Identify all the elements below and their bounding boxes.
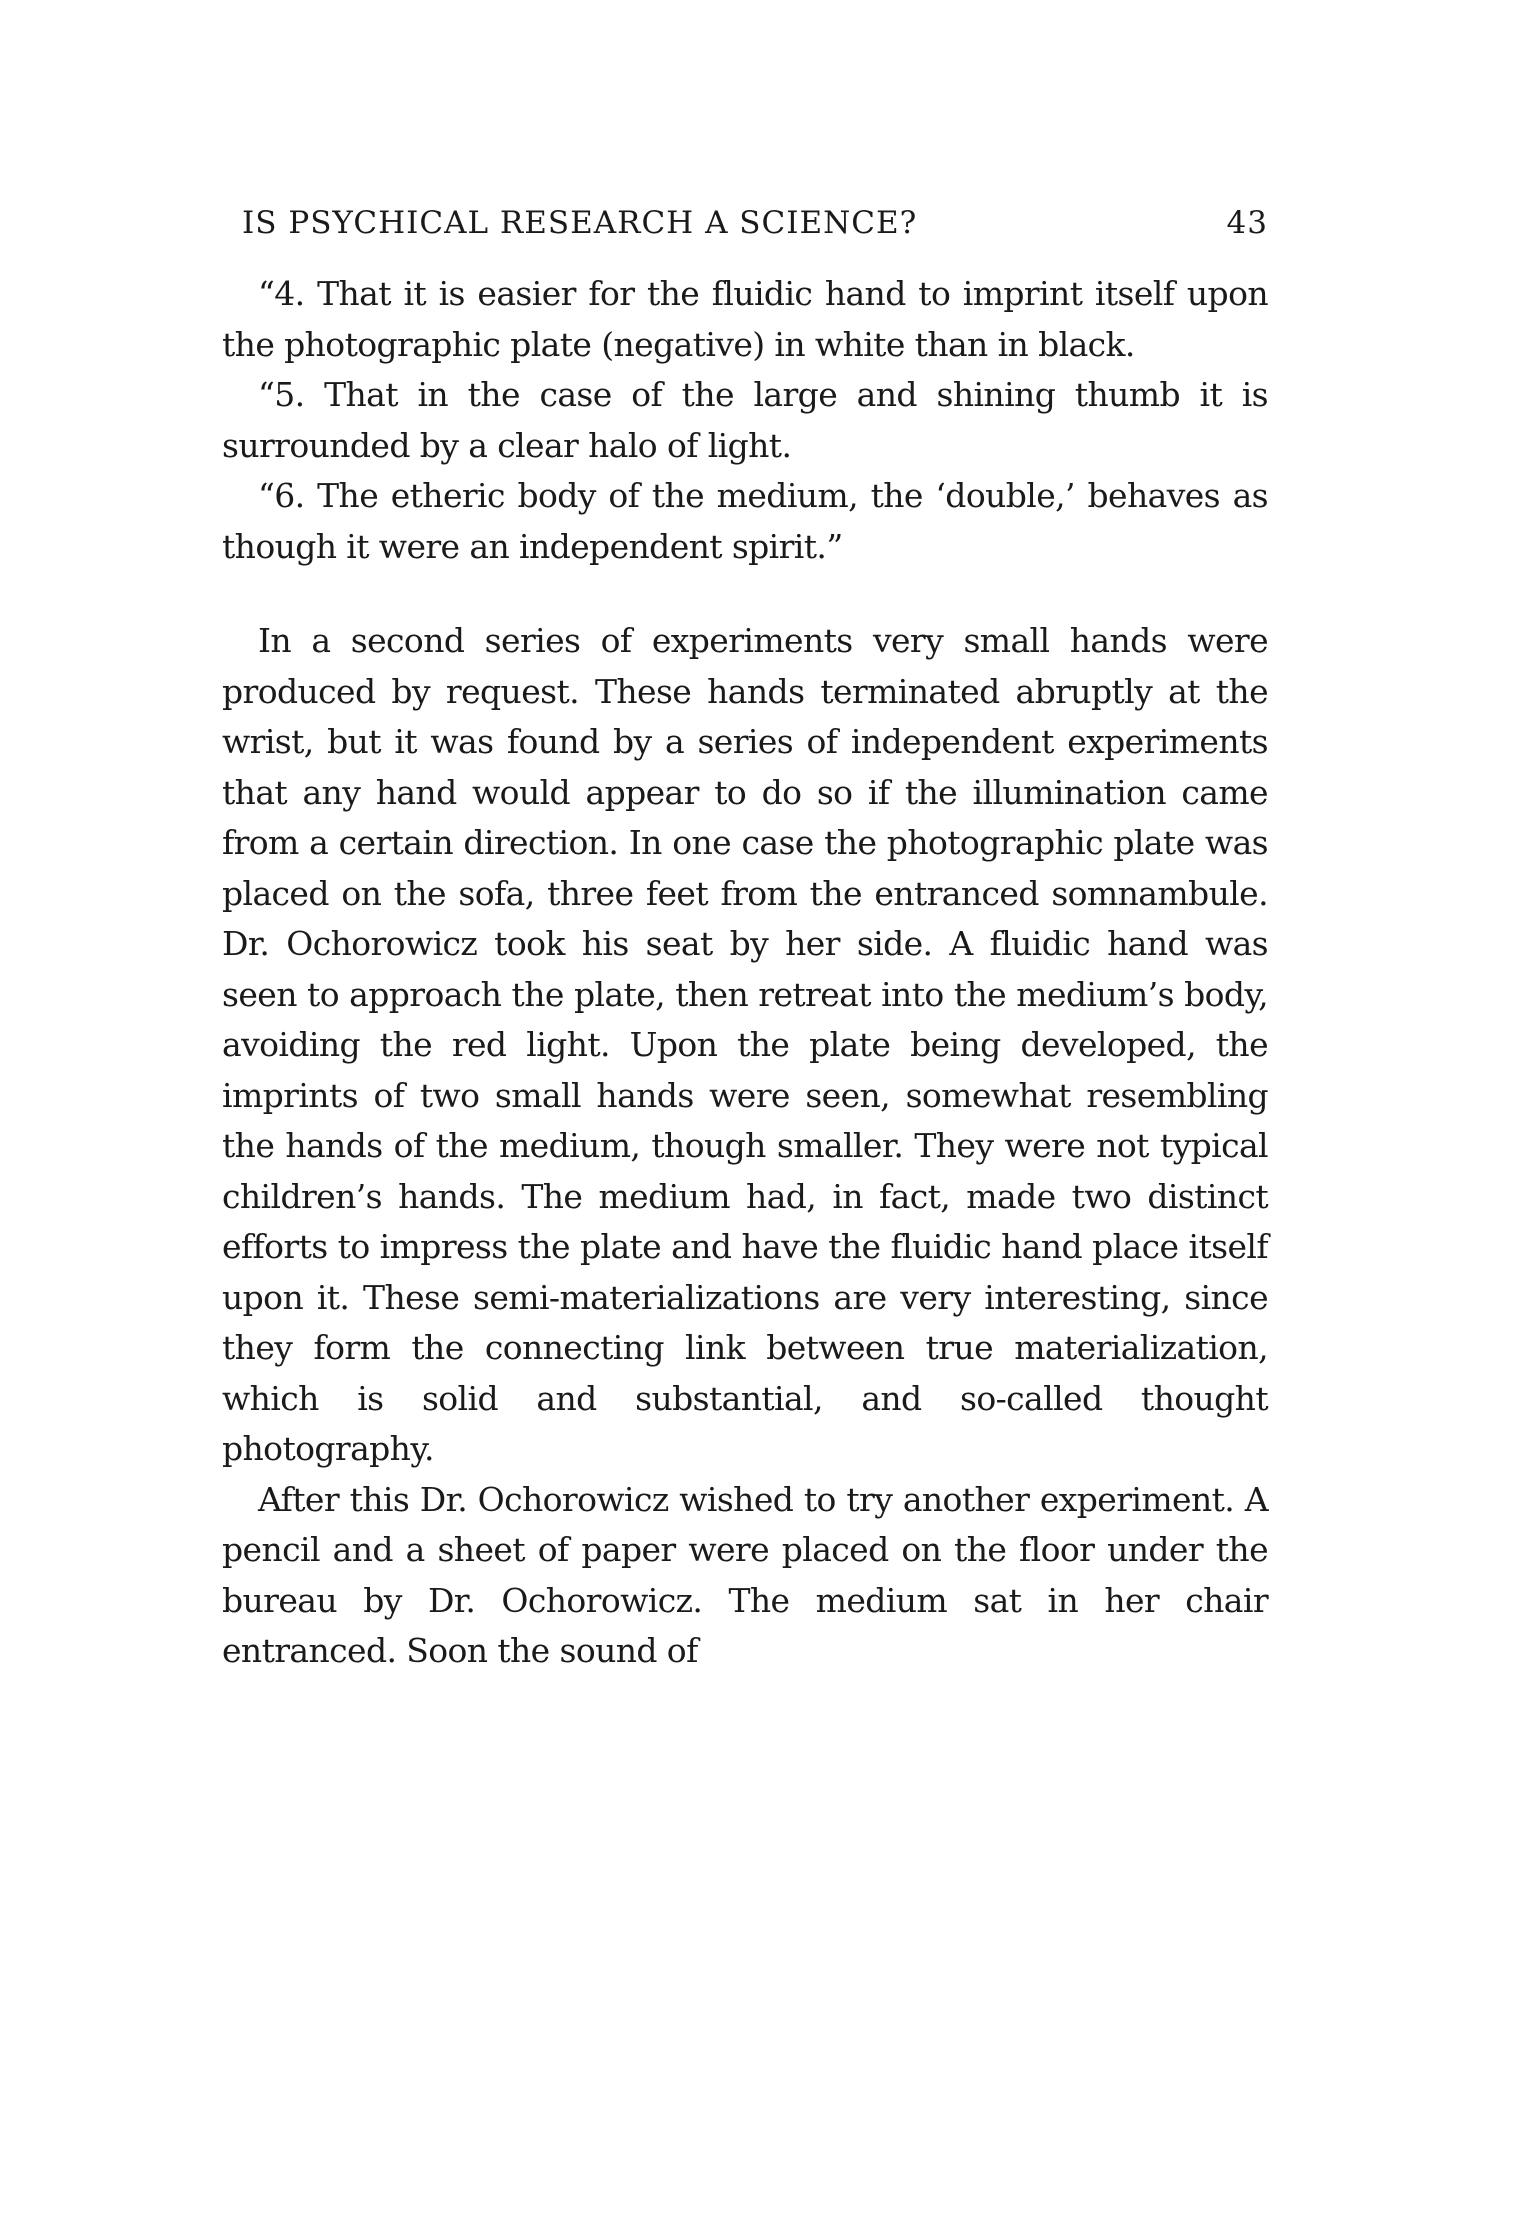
running-head [242, 205, 1268, 241]
book-page [222, 205, 1268, 1677]
paragraph-point-4: “4. That it is easier for the fluidic hand to imprint itself upon the photographic plate (negative) in white than in black. [222, 274, 1268, 364]
page-number: 43 [1226, 205, 1268, 241]
paragraph-second-series: In a second series of experiments very small hands were produced by request. These hands terminated abruptly at the wrist, but it was found by a series of independent experiments that any hand would appear to do so if the illumination came from a certain direction. In one case the photographic plate was placed on the sofa, three feet from the entranced somnambule. Dr. Ochorowicz took his seat by her side. A fluidic hand was seen to approach the plate, then retreat into the medium’s body, avoiding the red light. Upon the plate being developed, the imprints of two small hands were seen, somewhat resembling the hands of the medium, though smaller. They were not typical children’s hands. The medium had, in fact, made two distinct efforts to impress the plate and have the fluidic hand place itself upon it. These semi-materializations are very interesting, since they form the connecting link between true materialization, which is solid and substantial, and so-called thought photography. [222, 621, 1268, 1468]
paragraph-point-5: “5. That in the case of the large and shining thumb it is surrounded by a clear halo of light. [222, 375, 1268, 465]
paragraph-pencil-experiment: After this Dr. Ochorowicz wished to try another experiment. A pencil and a sheet of paper were placed on the floor under the bureau by Dr. Ochorowicz. The medium sat in her chair entranced. Soon the sound of [222, 1479, 1268, 1670]
paragraph-point-6: “6. The etheric body of the medium, the ‘double,’ behaves as though it were an independent spirit.” [222, 476, 1268, 566]
chapter-title: IS PSYCHICAL RESEARCH A SCIENCE? [242, 205, 918, 241]
